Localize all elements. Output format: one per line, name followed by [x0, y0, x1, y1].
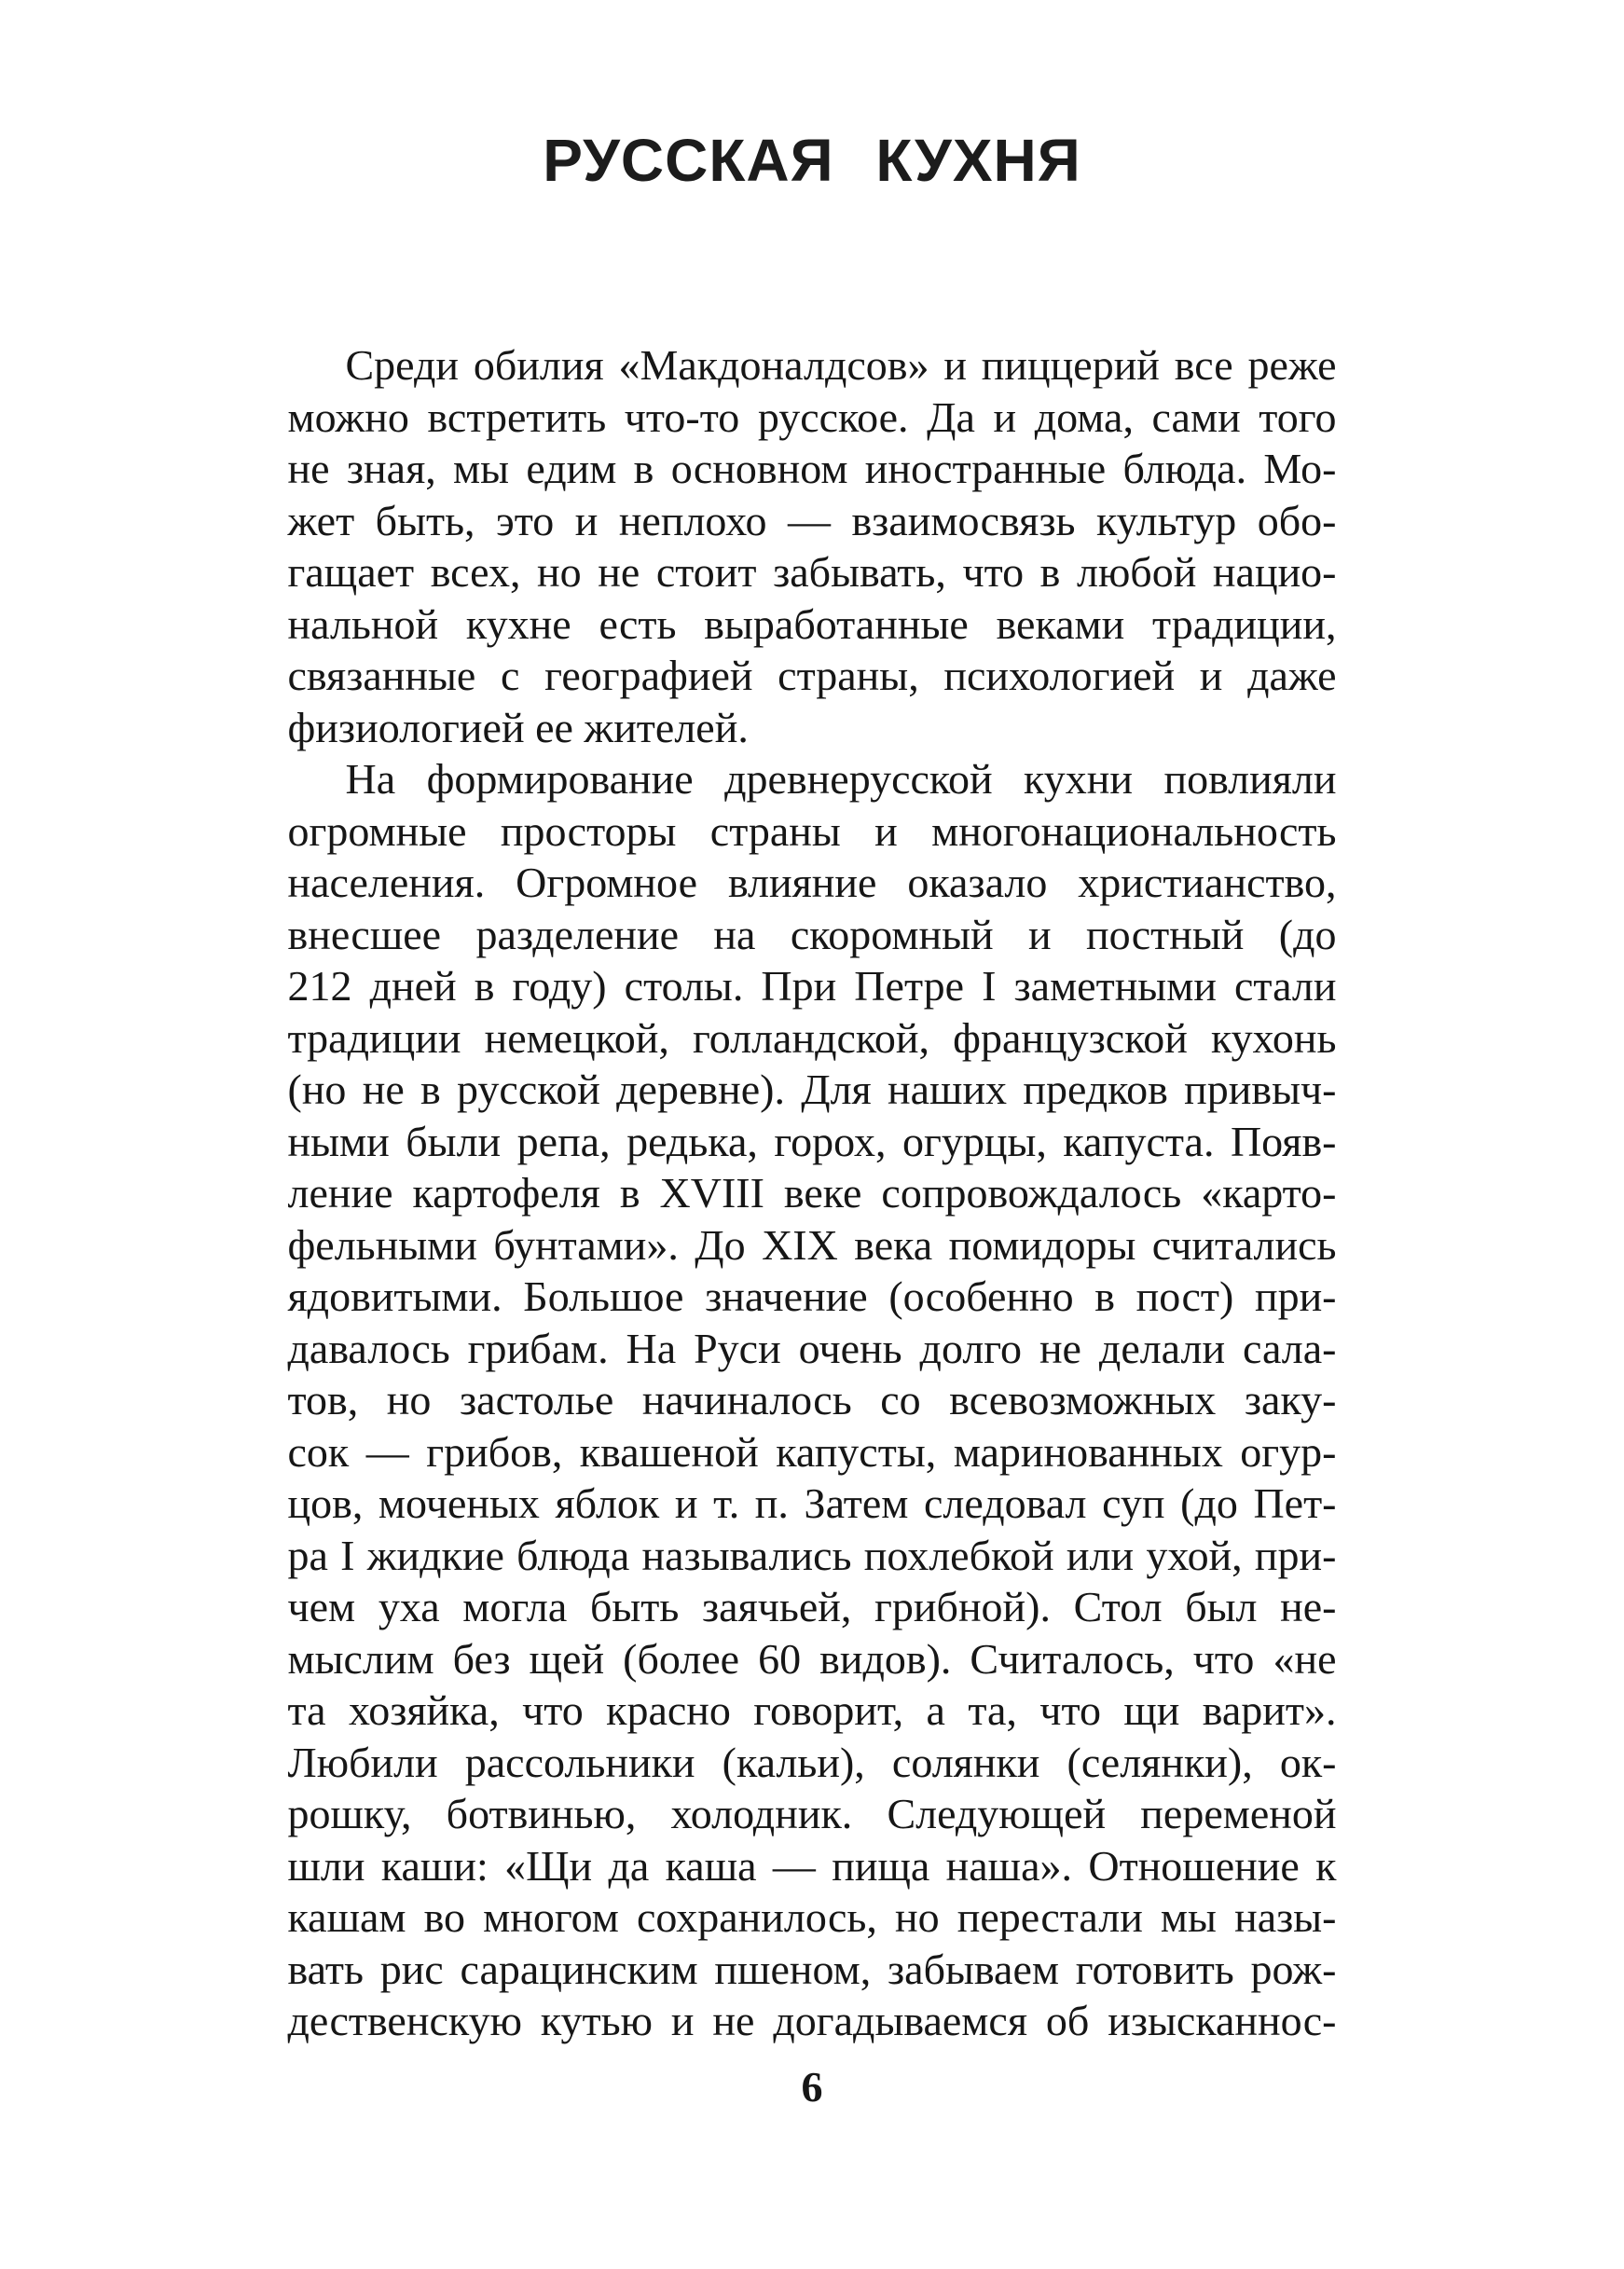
page-number: 6 [801, 2062, 823, 2111]
text-line: фельными бунтами». До XIX века помидоры считались [287, 1220, 1337, 1269]
text-line: (но не в русской деревне). Для наших предков привыч- [287, 1066, 1337, 1113]
paragraph [288, 339, 1337, 753]
text-line: ра I жидкие блюда назывались похлебкой или ухой, при- [287, 1531, 1337, 1579]
text-line: тов, но застолье начиналось со всевозможных заку- [287, 1376, 1337, 1423]
paragraph [288, 753, 1337, 2047]
text-line: та хозяйка, что красно говорит, а та, что щи варит». [287, 1686, 1337, 1734]
text-line: кашам во многом сохранилось, но перестали мы назы- [287, 1893, 1337, 1941]
text-line: ными были репа, редька, горох, огурцы, капуста. Появ- [287, 1117, 1337, 1165]
text-line: внесшее разделение на скоромный и постный (до [287, 910, 1337, 958]
text-line: Любили рассольники (кальи), солянки (селянки), ок- [287, 1738, 1337, 1786]
text-line: На формирование древнерусской кухни повлияли [345, 755, 1337, 803]
text-line: огромные просторы страны и многонациональность [287, 806, 1337, 855]
text-line: чем уха могла быть заячьей, грибной). Стол был не- [287, 1583, 1337, 1630]
text-line: сок — грибов, квашеной капусты, маринованных огур- [287, 1427, 1337, 1476]
text-line: жет быть, это и неплохо — взаимосвязь культур обо- [287, 496, 1337, 544]
text-line: ядовитыми. Большое значение (особенно в пост) при- [287, 1272, 1337, 1320]
text-line: рошку, ботвинью, холодник. Следующей переменой [287, 1790, 1337, 1837]
page-title: РУССКАЯ КУХНЯ [543, 127, 1081, 194]
text-line: цов, моченых яблок и т. п. Затем следовал суп (до Пет- [287, 1479, 1337, 1527]
text-line: населения. Огромное влияние оказало христианство, [287, 859, 1337, 906]
text-line: гащает всех, но не стоит забывать, что в любой нацио- [287, 548, 1337, 596]
text-line: шли каши: «Щи да каша — пища наша». Отношение к [287, 1841, 1337, 1890]
text-line: можно встретить что-то русское. Да и дома, сами того [287, 392, 1337, 441]
text-line: физиологией ее жителей. [287, 703, 749, 751]
text-line: традиции немецкой, голландской, французской кухонь [287, 1013, 1337, 1062]
text-line: связанные с географией страны, психологией и даже [287, 652, 1337, 699]
text-line: мыслим без щей (более 60 видов). Считалось, что «не [287, 1634, 1337, 1683]
text-line: вать рис сарацинским пшеном, забываем готовить рож- [287, 1945, 1337, 1993]
text-line: нальной кухне есть выработанные веками традиции, [287, 599, 1337, 648]
text-line: ление картофеля в XVIII веке сопровождалось «карто- [287, 1169, 1337, 1217]
text-line: дественскую кутью и не догадываемся об изысканнос- [287, 1997, 1337, 2044]
text-line: не зная, мы едим в основном иностранные блюда. Мо- [287, 445, 1337, 492]
text-line: давалось грибам. На Руси очень долго не делали сала- [287, 1324, 1337, 1372]
body-text [288, 339, 1337, 2047]
text-line: 212 дней в году) столы. При Петре I заметными стали [287, 962, 1337, 1010]
text-line: Среди обилия «Макдоналдсов» и пиццерий все реже [345, 341, 1337, 389]
